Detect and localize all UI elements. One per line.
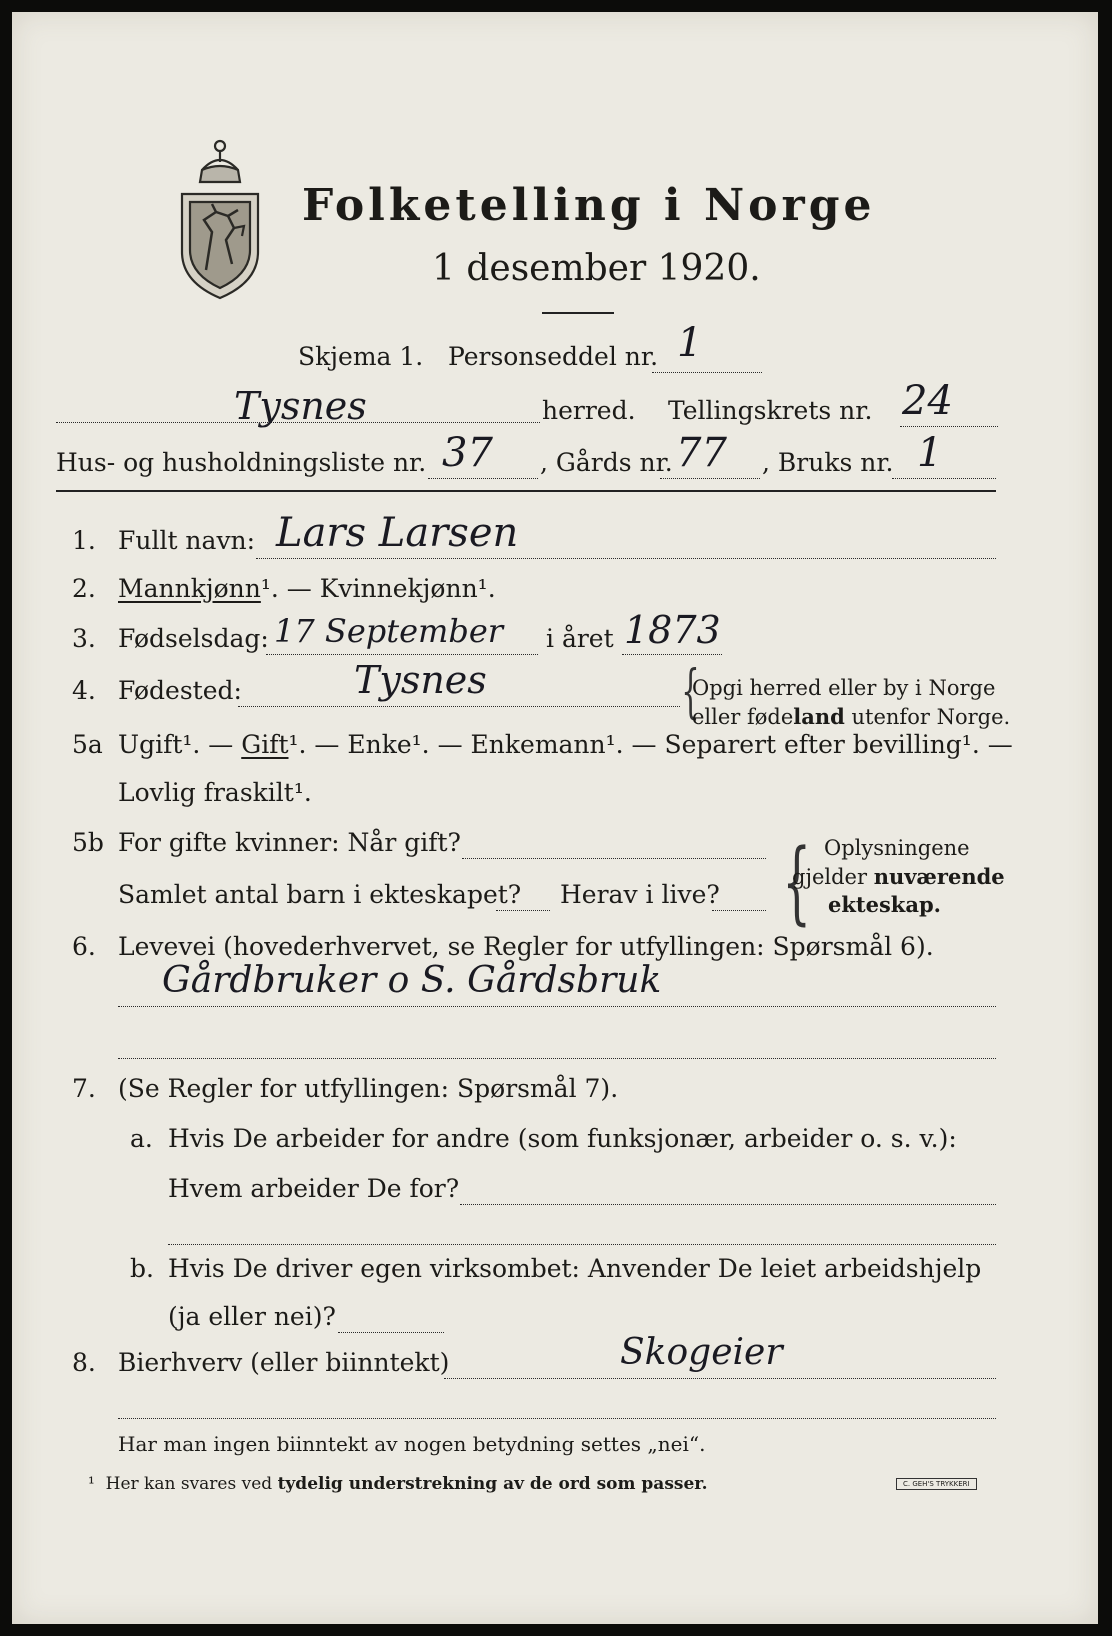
q5b-line1: For gifte kvinner: Når gift?: [118, 828, 461, 857]
hired-help-dotted-line[interactable]: [338, 1332, 444, 1333]
q5a-number: 5a: [72, 730, 103, 759]
q8-number: 8.: [72, 1348, 96, 1377]
gift-option[interactable]: Gift: [241, 730, 289, 759]
herred-value[interactable]: Tysnes: [234, 384, 367, 428]
birth-year-dotted-line: [622, 654, 722, 655]
footnote: ¹ Her kan svares ved tydelig understrekning av de ord som passer.: [88, 1474, 708, 1494]
printer-stamp: C. GEH'S TRYKKERI: [896, 1478, 977, 1490]
husliste-value[interactable]: 37: [442, 430, 493, 476]
q7a-line1: Hvis De arbeider for andre (som funksjonær, arbeider o. s. v.):: [168, 1124, 957, 1153]
q4-dotted-line: [238, 706, 680, 707]
q6-dotted-line-1: [118, 1006, 996, 1007]
bruks-value[interactable]: 1: [917, 430, 943, 476]
title-divider: [542, 312, 614, 314]
q8-dotted-line: [444, 1378, 996, 1379]
q3-label: Fødselsdag:: [118, 624, 269, 653]
q3-dotted-line: [266, 654, 538, 655]
q6-label: Levevei (hovederhvervet, se Regler for utfyllingen: Spørsmål 6).: [118, 932, 934, 961]
q6-number: 6.: [72, 932, 96, 961]
coat-of-arms-icon: [172, 132, 268, 306]
q4-brace: {: [681, 657, 700, 725]
footer-note: Har man ingen biinntekt av nogen betydning settes „nei“.: [118, 1432, 706, 1456]
census-form: [12, 12, 1098, 1624]
bruks-dotted-line: [892, 478, 996, 479]
q5b-note-line1: Oplysningene: [824, 836, 970, 860]
q5b-note-line3: ekteskap.: [828, 892, 941, 917]
gards-value[interactable]: 77: [676, 430, 727, 476]
kvinnekjonn-option[interactable]: ¹. — Kvinnekjønn¹.: [260, 574, 496, 603]
birth-date-value[interactable]: 17 September: [274, 612, 504, 650]
q1-number: 1.: [72, 526, 96, 555]
q4-note-line2: eller fødeland utenfor Norge.: [692, 704, 1011, 729]
fraskilt-option[interactable]: Lovlig fraskilt¹.: [118, 778, 312, 807]
q1-dotted-line: [256, 558, 996, 559]
q8-label: Bierhverv (eller biinntekt): [118, 1348, 450, 1377]
form-title: Folketelling i Norge: [302, 180, 876, 231]
personseddel-dotted-line: [652, 372, 762, 373]
employer-dotted-line-1[interactable]: [460, 1204, 996, 1205]
q7b-line2: (ja eller nei)?: [168, 1302, 336, 1331]
birth-year-label: i året: [546, 624, 614, 653]
q7-label: (Se Regler for utfyllingen: Spørsmål 7).: [118, 1074, 619, 1103]
ugift-option[interactable]: Ugift¹. —: [118, 730, 242, 759]
q5b-brace: {: [782, 830, 811, 935]
q5b-alive-label: Herav i live?: [560, 880, 720, 909]
q5b-note-line2: gjelder nuværende: [792, 864, 1005, 889]
q5a-options-line1: [118, 730, 1013, 759]
q5b-children-label: Samlet antal barn i ekteskapet?: [118, 880, 522, 909]
husliste-label: Hus- og husholdningsliste nr.: [56, 448, 427, 477]
tellingskrets-value[interactable]: 24: [902, 378, 953, 424]
q7b-line1: Hvis De driver egen virksombet: Anvender De leiet arbeidshjelp: [168, 1254, 982, 1283]
full-name-value[interactable]: Lars Larsen: [276, 510, 519, 556]
personseddel-value[interactable]: 1: [677, 320, 703, 366]
q4-number: 4.: [72, 676, 96, 705]
bruks-label: , Bruks nr.: [762, 448, 894, 477]
side-income-value[interactable]: Skogeier: [620, 1332, 783, 1373]
q3-number: 3.: [72, 624, 96, 653]
skjema-label: Skjema 1.: [298, 342, 424, 371]
q4-note-line1: Opgi herred eller by i Norge: [692, 676, 996, 700]
tellingskrets-dotted-line: [900, 426, 998, 427]
married-when-dotted-line[interactable]: [462, 858, 766, 859]
q4-label: Fødested:: [118, 676, 242, 705]
gards-label: , Gårds nr.: [540, 448, 673, 477]
q5b-number: 5b: [72, 828, 104, 857]
birthplace-value[interactable]: Tysnes: [354, 658, 487, 702]
q7a-line2: Hvem arbeider De for?: [168, 1174, 460, 1203]
q7-number: 7.: [72, 1074, 96, 1103]
q6-dotted-line-2: [118, 1058, 996, 1059]
husliste-dotted-line: [428, 478, 538, 479]
q7a-number: a.: [130, 1124, 153, 1153]
personseddel-label: Personseddel nr.: [448, 342, 659, 371]
census-date: 1 desember 1920.: [432, 248, 761, 289]
children-dotted-line[interactable]: [496, 910, 550, 911]
gards-dotted-line: [660, 478, 760, 479]
q7b-number: b.: [130, 1254, 154, 1283]
employer-dotted-line-2[interactable]: [168, 1244, 996, 1245]
q1-label: Fullt navn:: [118, 526, 256, 555]
herred-label: herred.: [542, 396, 636, 425]
q2-options: [118, 574, 496, 603]
tellingskrets-label: Tellingskrets nr.: [668, 396, 873, 425]
q8-dotted-line-2: [118, 1418, 996, 1419]
q2-number: 2.: [72, 574, 96, 603]
mannkjonn-option[interactable]: Mannkjønn: [118, 574, 261, 603]
other-status-options[interactable]: ¹. — Enke¹. — Enkemann¹. — Separert efter bevilling¹. —: [288, 730, 1013, 759]
alive-dotted-line[interactable]: [712, 910, 766, 911]
birth-year-value[interactable]: 1873: [624, 608, 721, 652]
header-rule: [56, 490, 996, 492]
occupation-value[interactable]: Gårdbruker o S. Gårdsbruk: [162, 960, 662, 1001]
